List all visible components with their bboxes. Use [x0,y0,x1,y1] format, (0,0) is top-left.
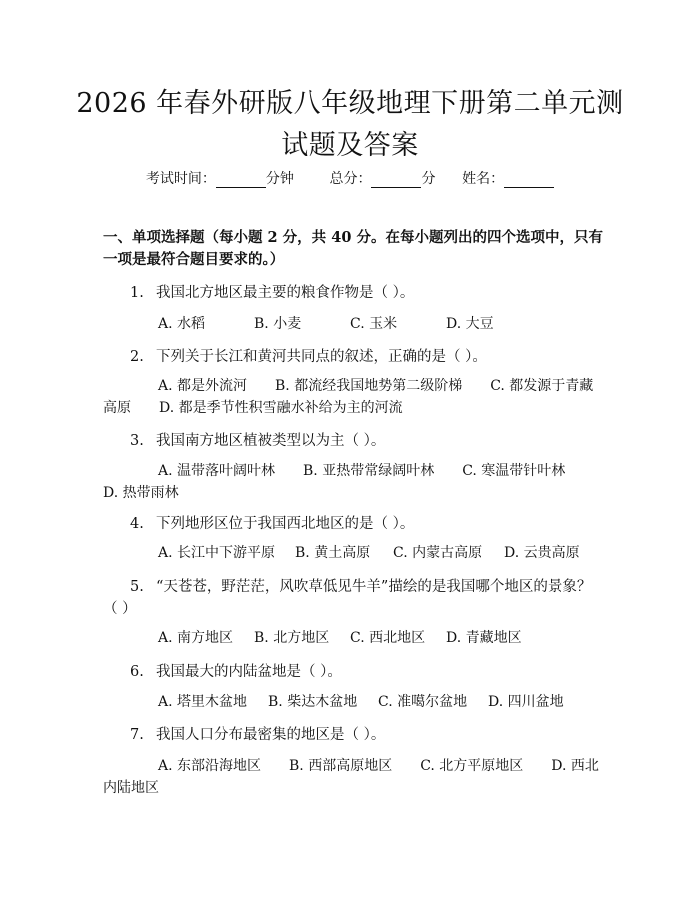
question-text: 下列关于长江和黄河共同点的叙述，正确的是（ ）。 [156,349,487,365]
option: A. 长江中下游平原 [158,545,276,561]
question-number: 6. [130,664,144,680]
option: D. 大豆 [446,316,494,332]
option: A. 水稻 [158,316,206,332]
option: A. 塔里木盆地 [158,694,248,710]
question-3-options: A. 温带落叶阔叶林 B. 亚热带常绿阔叶林 C. 寒温带针叶林 D. 热带雨林 [103,463,594,501]
question-number: 5. [130,579,144,595]
question-5-options [103,627,600,649]
section-heading: 一、单项选择题（每小题 2 分，共 40 分。在每小题列出的四个选项中，只有一项是最符合题目要求的。） [103,229,603,268]
option: C. 准噶尔盆地 [378,694,468,710]
option: B. 小麦 [254,316,302,332]
question-text: 我国南方地区植被类型以为主（ ）。 [156,433,386,449]
score-unit: 分 [421,171,436,187]
option: C. 玉米 [350,316,398,332]
option: A. 南方地区 [158,630,234,646]
question-5 [103,576,600,620]
name-blank [504,171,554,188]
question-text: “天苍苍，野茫茫，风吹草低见牛羊”描绘的是我国哪个地区的景象？（ ） [103,579,592,617]
question-number: 3. [130,433,144,449]
exam-title [60,83,640,167]
time-label: 考试时间： [145,171,216,187]
title-line-1: 2026 年春外研版八年级地理下册第二单元测 [76,88,624,119]
option: B. 黄土高原 [295,545,371,561]
question-1-options [103,313,600,335]
question-text: 下列地形区位于我国西北地区的是（ ）。 [156,516,415,532]
title-line-2: 试题及答案 [281,130,419,161]
option: B. 北方地区 [254,630,330,646]
question-number: 1. [130,285,144,301]
time-blank [216,171,266,188]
question-number: 4. [130,516,144,532]
question-number: 2. [130,349,144,365]
question-6 [103,661,600,683]
option: C. 内蒙古高原 [393,545,483,561]
score-label: 总分： [329,171,372,187]
question-2-options: A. 都是外流河 B. 都流经我国地势第二级阶梯 C. 都发源于青藏高原 D. 都是季节性积雪融水补给为主的河流 [103,378,594,416]
exam-info-line [0,168,700,188]
question-4 [103,513,600,535]
option: D. 云贵高原 [504,545,580,561]
option: C. 西北地区 [350,630,426,646]
option: B. 柴达木盆地 [268,694,358,710]
name-label: 姓名： [462,171,505,187]
question-text: 我国北方地区最主要的粮食作物是（ ）。 [156,285,415,301]
question-number: 7. [130,727,144,743]
option: D. 四川盆地 [488,694,564,710]
question-3 [103,430,600,452]
question-text: 我国最大的内陆盆地是（ ）。 [156,664,342,680]
question-4-options [103,542,600,564]
option: D. 青藏地区 [446,630,522,646]
question-7-options: A. 东部沿海地区 B. 西部高原地区 C. 北方平原地区 D. 西北内陆地区 [103,758,599,796]
question-2 [103,346,600,368]
time-unit: 分钟 [265,171,294,187]
question-text: 我国人口分布最密集的地区是（ ）。 [156,727,386,743]
question-1 [103,282,600,304]
score-blank [371,171,421,188]
question-7 [103,724,600,746]
question-6-options [103,691,600,713]
